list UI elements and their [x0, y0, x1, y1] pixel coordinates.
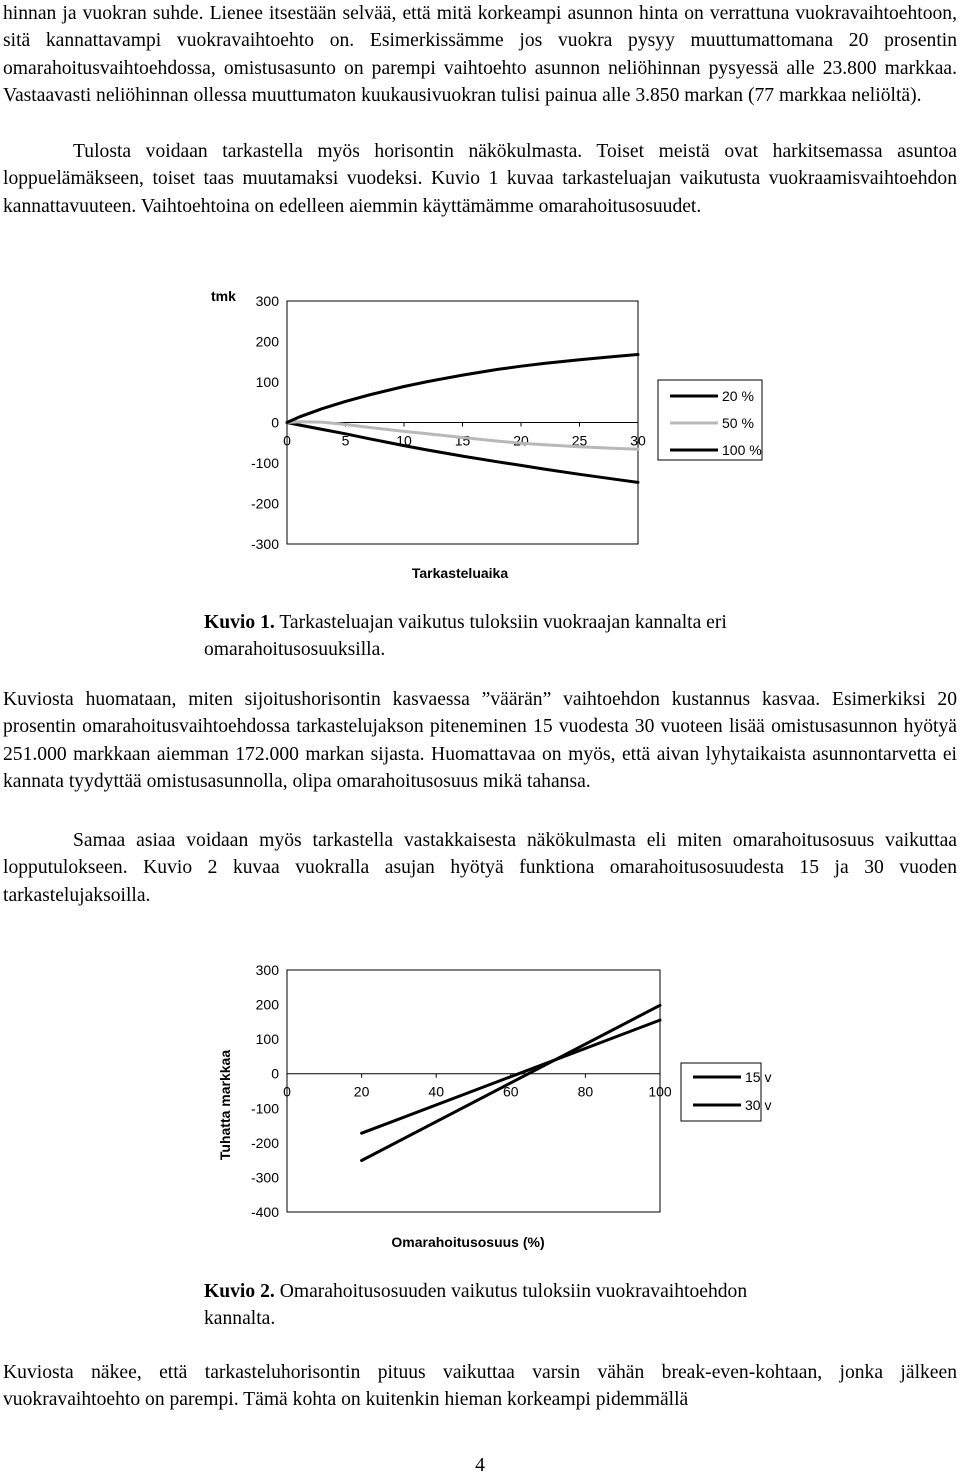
chart2-legend-label: 15 v	[745, 1069, 772, 1085]
chart1-y-axis-title: tmk	[211, 288, 236, 304]
paragraph-3: Kuviosta huomataan, miten sijoitushorisontin kasvaessa ”väärän” vaihtoehdon kustannus kasvaa. Esimerkiksi 20 prosentin omarahoitusvaihtoehdossa tarkastelujakson piteneminen 15 vuodesta 30 vuoteen lisää omistusasunnon hyötyä 251.000 markkaan aiemman 172.000 markan sijasta. Huomattavaa on myös, että aivan lyhytaikaista asunnontarvetta ei kannata tyydyttää omistusasunnolla, olipa omarahoitusosuus mikä tahansa.	[3, 689, 957, 793]
chart2-y-axis-title: Tuhatta markkaa	[217, 1049, 233, 1161]
chart2-x-tick-label: 40	[428, 1083, 444, 1100]
paragraph-2: Tulosta voidaan tarkastella myös horisontin näkökulmasta. Toiset meistä ovat harkitsemassa asuntoa loppuelämäkseen, toiset taas muutamaksi vuodeksi. Kuvio 1 kuvaa tarkasteluajan vaikutusta vuokraamisvaihtoehdon kannattavuuteen. Vaihtoehtoina on edelleen aiemmin käyttämämme omarahoitusosuudet.	[3, 141, 957, 217]
chart1-legend-label: 100 %	[722, 442, 762, 458]
chart1-x-tick-label: 5	[341, 432, 350, 449]
figure-2-chart	[0, 955, 960, 1265]
figure-2-caption-label: Kuvio 2.	[204, 1281, 275, 1302]
chart2-series-line-2	[362, 1005, 660, 1160]
chart2-x-axis-title: Omarahoitusosuus (%)	[391, 1234, 545, 1250]
figure-1-caption-label: Kuvio 1.	[204, 612, 275, 633]
chart2-y-tick-label: -200	[250, 1134, 279, 1151]
chart1-legend-label: 20 %	[722, 388, 754, 404]
chart1-y-tick-label: -200	[250, 495, 279, 512]
chart2-y-tick-label: 0	[271, 1065, 279, 1082]
chart1-x-tick-label: 15	[454, 432, 471, 449]
chart1-series-line-3	[287, 355, 638, 423]
chart1-x-tick-label: 30	[630, 432, 646, 449]
chart1-series-line-1	[287, 423, 638, 483]
chart2-series-line-1	[362, 1020, 660, 1133]
chart2-x-tick-label: 0	[283, 1083, 291, 1100]
chart2-y-tick-label: 200	[255, 996, 279, 1013]
page-number: 4	[475, 1455, 485, 1476]
paragraph-1: hinnan ja vuokran suhde. Lienee itsestään selvää, että mitä korkeampi asunnon hinta on verrattuna vuokravaihtoehtoon, sitä kannattavampi vuokravaihtoehto on. Esimerkissämme jos vuokra pysyy muuttumattomana 20 prosentin omarahoitusvaihtoehdossa, omistusasunto on parempi vaihtoehto asunnon neliöhinnan pysyessä alle 23.800 markkaa. Vastaavasti neliöhinnan ollessa muuttumaton kuukausivuokran tulisi painua alle 3.850 markan (77 markkaa neliöltä).	[3, 3, 957, 107]
chart2-y-tick-label: -300	[250, 1169, 279, 1186]
chart1-x-tick-label: 20	[513, 432, 529, 449]
chart2-x-tick-label: 20	[353, 1083, 370, 1100]
chart1-x-tick-label: 10	[396, 432, 412, 449]
chart1-y-tick-label: 100	[255, 374, 279, 390]
chart2-y-tick-label: 100	[255, 1031, 279, 1048]
chart2-x-tick-label: 100	[648, 1083, 672, 1100]
chart1-y-tick-label: 300	[255, 293, 279, 309]
figure-2-caption	[204, 1278, 762, 1333]
chart1-y-tick-label: -300	[250, 536, 279, 552]
chart1-y-tick-label: -100	[250, 455, 279, 471]
chart1-x-tick-label: 25	[571, 432, 588, 449]
chart1-x-tick-label: 0	[283, 432, 291, 449]
chart2-y-tick-label: -400	[250, 1204, 279, 1220]
chart1-legend-label: 50 %	[722, 415, 754, 431]
figure-1-caption-text: Tarkasteluajan vaikutus tuloksiin vuokraajan kannalta eri omarahoitusosuuksilla.	[204, 612, 727, 661]
figure-2-caption-text: Omarahoitusosuuden vaikutus tuloksiin vuokravaihtoehdon kannalta.	[204, 1281, 748, 1330]
chart1-x-axis-title: Tarkasteluaika	[411, 565, 509, 581]
chart2-legend-label: 30 v	[745, 1097, 772, 1113]
paragraph-5: Kuviosta näkee, että tarkasteluhorisontin pituus vaikuttaa varsin vähän break-even-kohtaan, jonka jälkeen vuokravaihtoehto on parempi. Tämä kohta on kuitenkin hieman korkeampi pidemmällä	[3, 1362, 957, 1411]
chart2-y-tick-label: 300	[255, 962, 279, 978]
chart2-x-tick-label: 80	[577, 1083, 594, 1100]
chart2-y-tick-label: -100	[250, 1100, 279, 1117]
chart1-y-tick-label: 0	[271, 414, 279, 431]
figure-1-caption	[204, 609, 760, 664]
chart1-y-tick-label: 200	[255, 333, 279, 350]
figure-1-chart	[0, 280, 960, 590]
chart2-x-tick-label: 60	[503, 1083, 519, 1100]
paragraph-4: Samaa asiaa voidaan myös tarkastella vastakkaisesta näkökulmasta eli miten omarahoitusosuus vaikuttaa lopputulokseen. Kuvio 2 kuvaa vuokralla asujan hyötyä funktiona omarahoitusosuudesta 15 ja 30 vuoden tarkastelujaksoilla.	[3, 830, 957, 906]
